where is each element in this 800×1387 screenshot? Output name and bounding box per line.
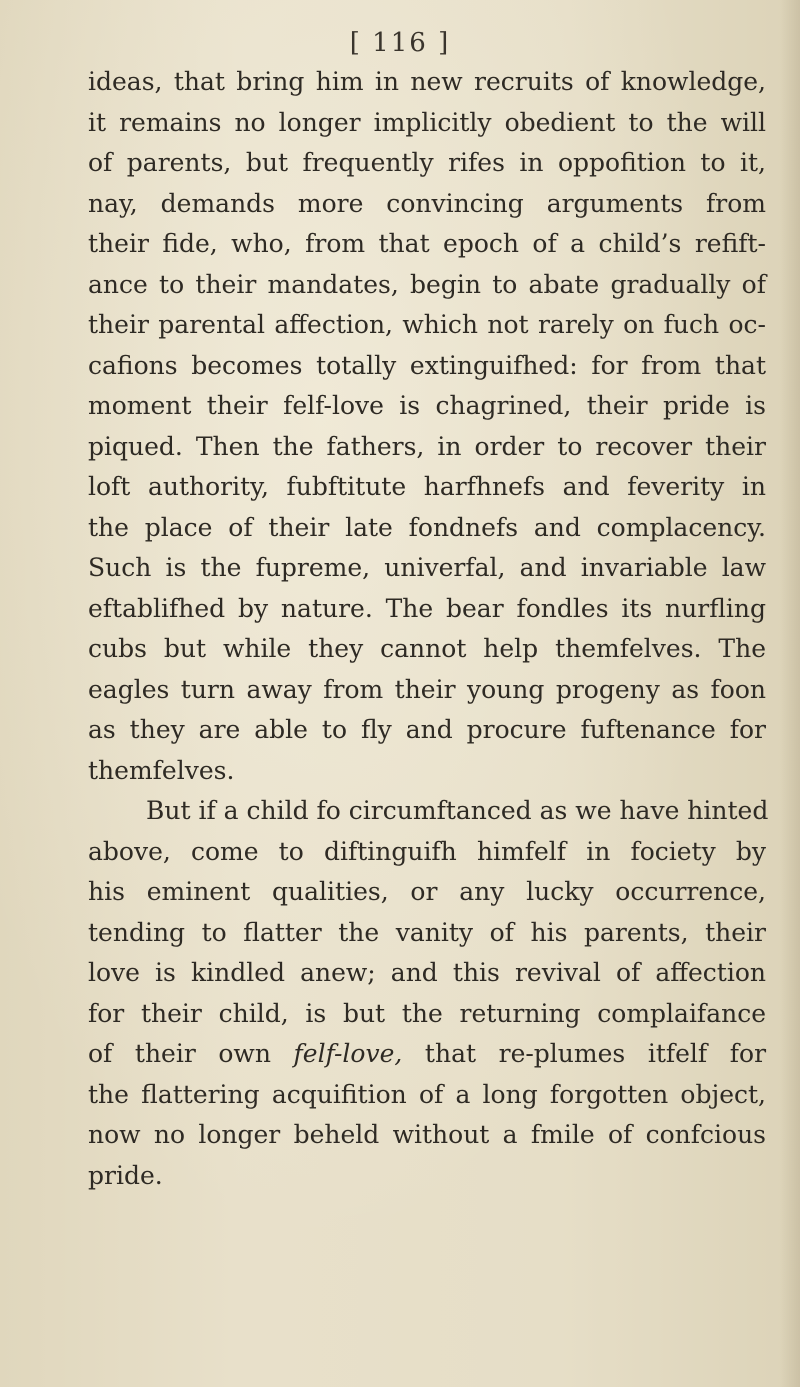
text-line: piqued. Then the fathers, in order to recover their bbox=[88, 431, 766, 461]
text-line: tending to flatter the vanity of his parents, their bbox=[88, 917, 766, 947]
text-line: of parents, but frequently rifes in oppofition to it, bbox=[88, 148, 766, 177]
page-edge-shadow bbox=[780, 0, 800, 1387]
text-line: their fide, who, from that epoch of a child’s refift- bbox=[88, 229, 766, 258]
text-line: their parental affection, which not rarely on fuch oc- bbox=[88, 310, 766, 339]
text-line: it remains no longer implicitly obedient to the will bbox=[88, 107, 766, 137]
text-line: the place of their late fondnefs and complacency. bbox=[88, 512, 766, 542]
text-line: above, come to diftinguifh himfelf in fociety by bbox=[88, 836, 766, 866]
text-line: his eminent qualities, or any lucky occurrence, bbox=[88, 877, 766, 906]
text-line: ance to their mandates, begin to abate gradually of bbox=[88, 269, 766, 299]
text-line: now no longer beheld without a fmile of confcious bbox=[88, 1120, 766, 1149]
text-line: eftablifhed by nature. The bear fondles its nurfling bbox=[88, 593, 766, 623]
text-line-with-italic bbox=[88, 1034, 766, 1075]
paragraph-start-line: But if a child fo circumftanced as we have hinted bbox=[146, 796, 769, 825]
text-line: love is kindled anew; and this revival of affection bbox=[88, 958, 766, 987]
text-segment: that re-plumes itfelf for bbox=[424, 1039, 767, 1068]
text-line: the flattering acquifition of a long forgotten object, bbox=[88, 1079, 766, 1109]
text-line: for their child, is but the returning complaifance bbox=[88, 998, 766, 1028]
text-line: moment their felf-love is chagrined, their pride is bbox=[88, 391, 766, 420]
text-segment: of their own bbox=[88, 1039, 271, 1068]
text-line: Such is the fupreme, univerfal, and invariable law bbox=[88, 553, 766, 582]
text-line: nay, demands more convincing arguments from bbox=[88, 188, 766, 218]
paragraph-end-line: pride. bbox=[88, 1160, 163, 1190]
text-line: as they are able to fly and procure fuftenance for bbox=[88, 715, 766, 744]
page-number: [ 116 ] bbox=[349, 28, 451, 58]
paragraph-end-line: themfelves. bbox=[88, 755, 235, 785]
text-line: cubs but while they cannot help themfelves. The bbox=[88, 634, 766, 663]
text-line: loft authority, fubftitute harfhnefs and feverity in bbox=[88, 472, 766, 501]
text-line: cafions becomes totally extinguifhed: for from that bbox=[88, 350, 766, 380]
text-line: ideas, that bring him in new recruits of knowledge, bbox=[88, 67, 766, 96]
italic-term: felf-love, bbox=[293, 1039, 403, 1068]
body-text bbox=[88, 62, 769, 1196]
text-line: eagles turn away from their young progeny as foon bbox=[88, 674, 766, 704]
